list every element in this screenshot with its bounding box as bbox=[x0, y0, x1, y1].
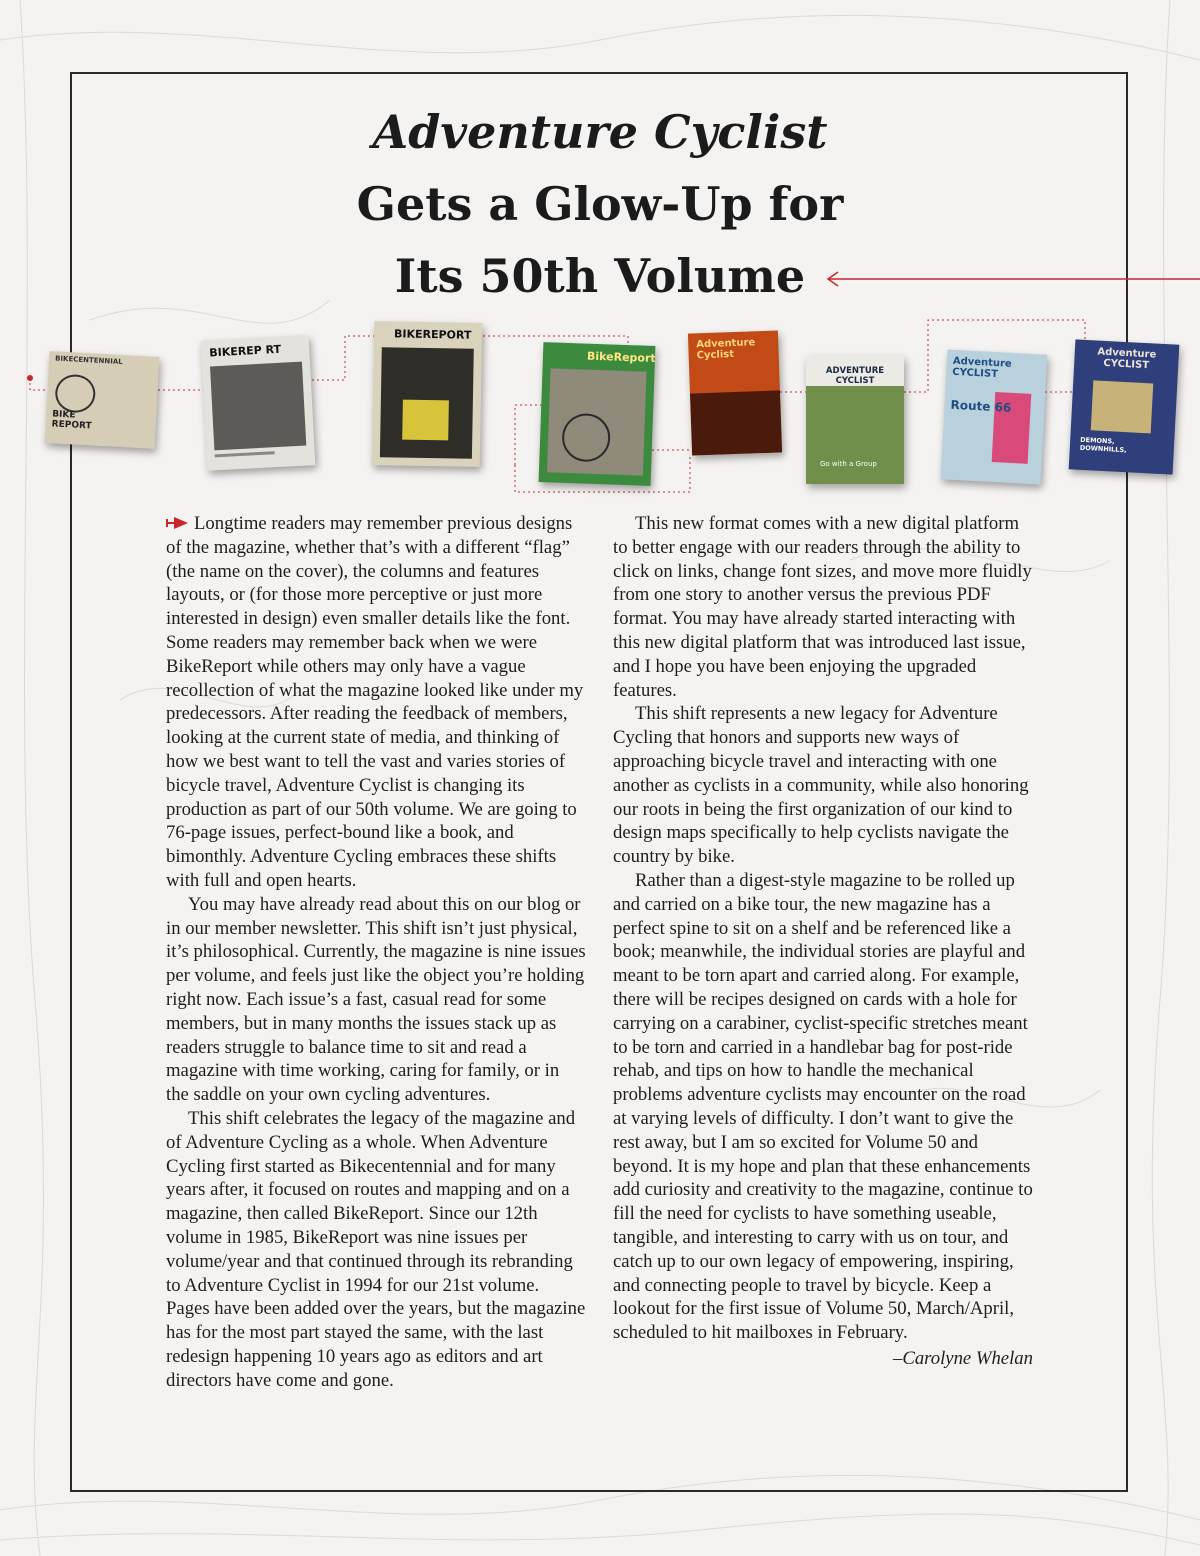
title-line-1: Adventure Cyclist bbox=[372, 105, 828, 159]
paragraph: This shift celebrates the legacy of the magazine and of Adventure Cycling as a whole. When Adventure Cycling first started as Bikecentennial and for many years after, it focused on routes and mapping and on a magazine, then called BikeReport. Since our 12th volume in 1985, BikeReport was nine issues per volume/year and that continued through its rebranding to Adventure Cyclist in 1994 for our 21st volume. Pages have been added over the years, but the magazine has for the most part stayed the same, with the last redesign happening 10 years ago as editors and art directors have come and gone. bbox=[166, 1107, 586, 1391]
article-right-column bbox=[613, 512, 1033, 1371]
paragraph-text: Longtime readers may remember previous designs of the magazine, whether that’s with a different “flag” (the name on the cover), the columns and features layouts, or (for those more perceptive or just more interested in design) even smaller details like the font. Some readers may remember back when we were BikeReport while others may only have a vague recollection of what the magazine looked like under my predecessors. After reading the feedback of members, looking at the current state of media, and thinking of how we best want to tell the vast and varies stories of bicycle travel, Adventure Cyclist is changing its production as part of our 50th volume. We are going to 76-page issues, perfect-bound like a book, and bimonthly. Adventure Cycling embraces these shifts with full and open hearts. bbox=[166, 513, 584, 891]
paragraph: Rather than a digest-style magazine to be rolled up and carried on a bike tour, the new magazine has a perfect spine to sit on a shelf and be referenced like a book; meanwhile, the individual stories are playful and meant to be torn apart and carried along. For example, there will be recipes designed on cards with a hole for carrying on a carabiner, cyclist-specific stretches meant to be torn and carried in a handlebar bag for post-ride rehab, and tips on how to handle the mechanical problems adventure cyclists may encounter on the road at varying levels of difficulty. I don’t want to give the rest away, but I am so excited for Volume 50 and beyond. It is my hope and plan that these enhancements add curiosity and creativity to the magazine, continue to fill the need for cyclists to have something useable, tangible, and interesting to carry with us on tour, and catch up to our own legacy of empowering, inspiring, and connecting people to travel by bicycle. Keep a lookout for the first issue of Volume 50, March/April, scheduled to hit mailboxes in February. bbox=[613, 869, 1033, 1344]
cover-tagline: Go with a Group bbox=[820, 460, 877, 468]
title-line-3: Its 50th Volume bbox=[394, 249, 806, 303]
cover-label: BIKEREP RT bbox=[208, 342, 282, 360]
title-line-2: Gets a Glow-Up for bbox=[356, 177, 844, 231]
cover-label: BIKEREPORT bbox=[393, 327, 472, 342]
cover-label: Adventure Cyclist bbox=[696, 337, 756, 362]
bicycle-emblem-icon bbox=[54, 374, 96, 414]
paragraph: This new format comes with a new digital platform to better engage with our readers through the ability to click on links, change font sizes, and move more fluidly from one story to another versus the previous PDF format. You may have already started interacting with this new digital platform that was introduced last issue, and I hope you have been enjoying the upgraded features. bbox=[613, 513, 1032, 701]
cover-label: Adventure CYCLIST bbox=[1097, 346, 1157, 372]
paragraph bbox=[166, 512, 586, 893]
cover-illustration bbox=[1091, 380, 1154, 433]
red-arrow-icon bbox=[166, 516, 190, 530]
cover-label-top: BIKECENTENNIAL bbox=[54, 354, 123, 367]
cover-tagline: DEMONS, DOWNHILLS, bbox=[1079, 435, 1127, 455]
timeline-start-dot bbox=[27, 375, 33, 381]
cover-bikereport-newsprint bbox=[201, 335, 316, 470]
cover-adventure-cyclist-sunset bbox=[688, 330, 782, 455]
cover-adventure-cyclist-demons bbox=[1069, 339, 1180, 474]
cover-caption-line bbox=[215, 451, 275, 457]
cover-photo-silhouette bbox=[690, 390, 782, 455]
cover-photo bbox=[210, 362, 306, 451]
cover-bikecentennial-envelope bbox=[45, 351, 160, 449]
cover-label: ADVENTURE CYCLIST bbox=[825, 366, 885, 386]
cover-bikereport-penny-farthing bbox=[539, 342, 656, 486]
paragraph: This shift represents a new legacy for Adventure Cycling that honors and supports new ways of approaching bicycle travel and interacting with one another as cyclists in a community, while also honoring our roots in being the first organization of our kind to design maps specifically to help cyclists navigate the country by bike. bbox=[613, 703, 1029, 868]
cover-adventure-cyclist-group bbox=[806, 356, 904, 484]
cover-label: Adventure CYCLIST bbox=[951, 355, 1013, 381]
cover-label: BikeReport bbox=[586, 349, 656, 366]
cover-photo-accent bbox=[402, 400, 449, 441]
cover-bikereport-yellow bbox=[372, 321, 482, 467]
cover-label-bottom: BIKE REPORT bbox=[51, 409, 92, 432]
paragraph: You may have already read about this on our blog or in our member newsletter. This shift isn’t just physical, it’s philosophical. Currently, the magazine is nine issues per volume, and feels just like the object you’re holding right now. Each issue’s a fast, casual read for some members, but in many months the issues stack up as readers struggle to balance time to sit and read a magazine with time working, caring for family, or in the saddle on your own cycling adventures. bbox=[166, 893, 586, 1106]
author-signature: –Carolyne Whelan bbox=[893, 1347, 1033, 1369]
cover-adventure-cyclist-route-66 bbox=[941, 349, 1048, 484]
cover-tagline: Route 66 bbox=[950, 397, 1012, 415]
article-left-column bbox=[166, 512, 586, 1392]
